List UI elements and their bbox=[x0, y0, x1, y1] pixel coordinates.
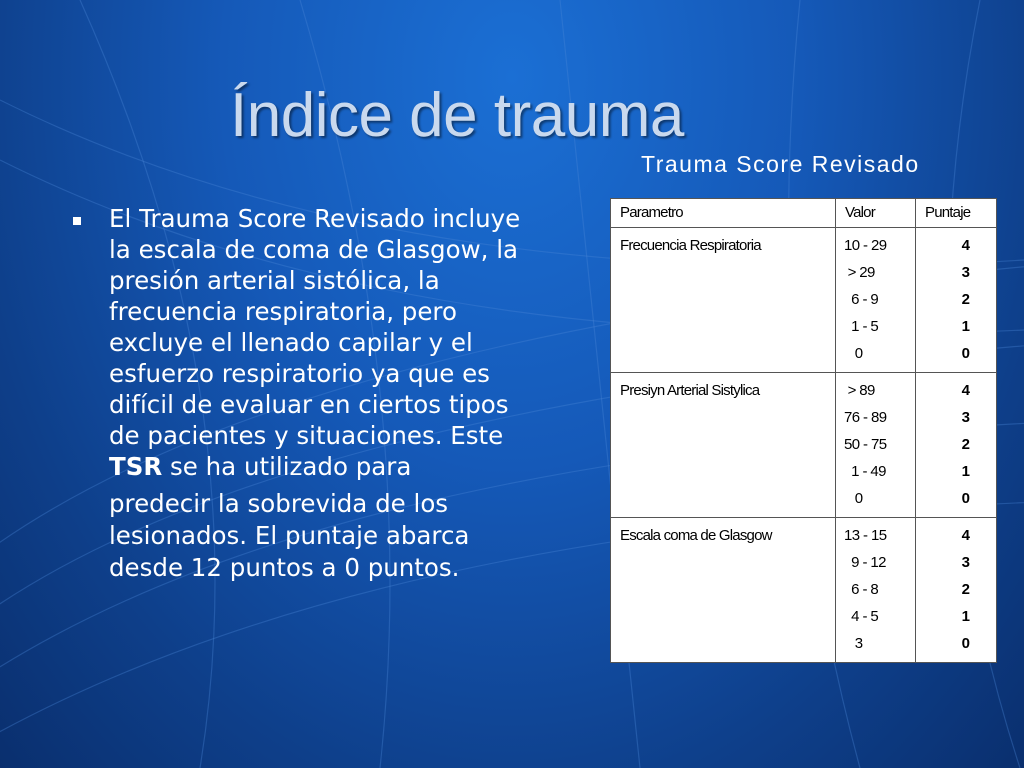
score: 0 bbox=[961, 490, 970, 507]
value: 0 bbox=[844, 345, 863, 362]
table-header-row bbox=[611, 199, 997, 228]
value: 3 bbox=[844, 635, 863, 652]
header-valor: Valor bbox=[836, 199, 916, 228]
value: 13 - 15 bbox=[844, 527, 887, 544]
score: 3 bbox=[961, 554, 970, 571]
values-cell bbox=[836, 373, 916, 518]
score: 3 bbox=[961, 409, 970, 426]
table-subtitle: Trauma Score Revisado bbox=[641, 151, 920, 177]
header-puntaje: Puntaje bbox=[916, 199, 997, 228]
scores-cell bbox=[916, 228, 997, 373]
score: 0 bbox=[961, 345, 970, 362]
score: 1 bbox=[961, 608, 970, 625]
value: > 89 bbox=[844, 382, 875, 399]
value: 0 bbox=[844, 490, 863, 507]
score: 1 bbox=[961, 318, 970, 335]
score: 2 bbox=[961, 436, 970, 453]
bullet-text-part2: se ha utilizado para bbox=[162, 452, 412, 481]
value: > 29 bbox=[844, 264, 875, 281]
table-row bbox=[611, 228, 997, 373]
header-parametro: Parametro bbox=[611, 199, 836, 228]
table-row bbox=[611, 518, 997, 663]
scores-cell bbox=[916, 518, 997, 663]
param-cell: Frecuencia Respiratoria bbox=[611, 228, 836, 373]
bullet-text-part1: El Trauma Score Revisado incluye la escala de coma de Glasgow, la presión arterial sistólica, la frecuencia respiratoria, pero excluye el llenado capilar y el esfuerzo respiratorio ya que es difícil de evaluar en ciertos tipos de pacientes y situaciones. Este bbox=[109, 204, 521, 450]
param-cell: Escala coma de Glasgow bbox=[611, 518, 836, 663]
value: 50 - 75 bbox=[844, 436, 887, 453]
values-cell bbox=[836, 228, 916, 373]
bullet-point bbox=[70, 203, 540, 584]
value: 9 - 12 bbox=[844, 554, 886, 571]
value: 1 - 5 bbox=[844, 318, 879, 335]
scores-cell bbox=[916, 373, 997, 518]
bullet-text-part3: predecir la sobrevida de los lesionados. El puntaje abarca desde 12 puntos a 0 puntos. bbox=[109, 489, 470, 582]
value: 4 - 5 bbox=[844, 608, 879, 625]
score: 2 bbox=[961, 581, 970, 598]
value: 6 - 8 bbox=[844, 581, 879, 598]
value: 76 - 89 bbox=[844, 409, 887, 426]
value: 6 - 9 bbox=[844, 291, 879, 308]
score: 4 bbox=[961, 237, 970, 254]
trauma-score-table bbox=[610, 198, 997, 663]
score: 2 bbox=[961, 291, 970, 308]
slide-title: Índice de trauma bbox=[230, 81, 684, 150]
score: 4 bbox=[961, 382, 970, 399]
score: 0 bbox=[961, 635, 970, 652]
score: 1 bbox=[961, 463, 970, 480]
square-bullet-icon bbox=[73, 217, 81, 225]
param-cell: Presiyn Arterial Sistylica bbox=[611, 373, 836, 518]
bullet-text-bold: TSR bbox=[109, 452, 163, 481]
bullet-text bbox=[109, 203, 540, 584]
value: 1 - 49 bbox=[844, 463, 886, 480]
values-cell bbox=[836, 518, 916, 663]
score: 3 bbox=[961, 264, 970, 281]
table-row bbox=[611, 373, 997, 518]
score: 4 bbox=[961, 527, 970, 544]
value: 10 - 29 bbox=[844, 237, 887, 254]
